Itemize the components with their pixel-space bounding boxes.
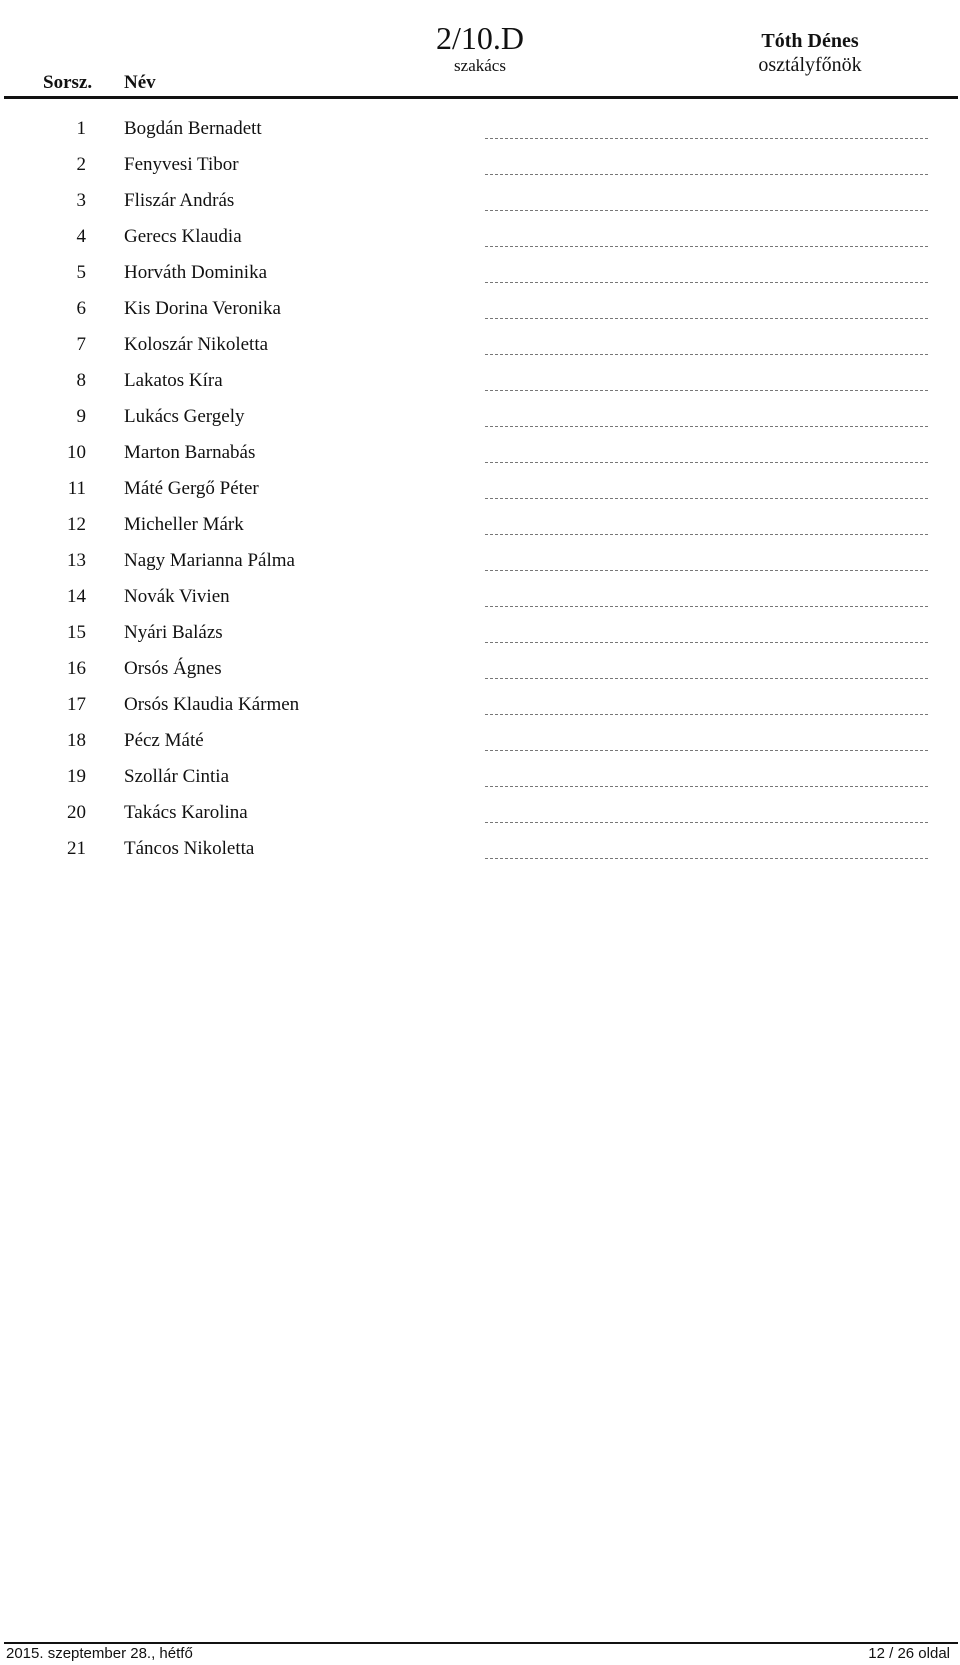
signature-line (485, 534, 928, 535)
student-number: 14 (67, 586, 86, 607)
student-number: 11 (67, 478, 86, 499)
class-field: szakács (454, 56, 506, 75)
student-row (0, 580, 960, 616)
student-number: 4 (76, 226, 86, 247)
student-number: 9 (76, 406, 86, 427)
student-name: Micheller Márk (124, 514, 244, 535)
student-row (0, 292, 960, 328)
student-number: 13 (67, 550, 86, 571)
signature-line (485, 426, 928, 427)
footer-page-number: 12 / 26 oldal (868, 1645, 950, 1662)
student-name: Nyári Balázs (124, 622, 223, 643)
student-name: Takács Karolina (124, 802, 248, 823)
student-name: Nagy Marianna Pálma (124, 550, 295, 571)
student-name: Lakatos Kíra (124, 370, 223, 391)
student-row (0, 400, 960, 436)
student-name: Lukács Gergely (124, 406, 245, 427)
signature-line (485, 642, 928, 643)
student-number: 3 (76, 190, 86, 211)
signature-line (485, 282, 928, 283)
signature-line (485, 246, 928, 247)
student-name: Szollár Cintia (124, 766, 230, 787)
student-row (0, 832, 960, 868)
student-number: 21 (67, 838, 86, 859)
student-name: Orsós Ágnes (124, 658, 222, 679)
student-name: Novák Vivien (124, 586, 230, 607)
header-divider (4, 96, 958, 99)
student-number: 8 (76, 370, 86, 391)
student-name: Koloszár Nikoletta (124, 334, 269, 355)
signature-line (485, 498, 928, 499)
student-name: Kis Dorina Veronika (124, 298, 281, 319)
student-row (0, 652, 960, 688)
student-number: 19 (67, 766, 86, 787)
student-number: 1 (76, 118, 86, 139)
signature-line (485, 174, 928, 175)
student-number: 18 (67, 730, 86, 751)
footer-date: 2015. szeptember 28., hétfő (6, 1645, 193, 1662)
student-number: 2 (76, 154, 86, 175)
signature-line (485, 750, 928, 751)
signature-line (485, 678, 928, 679)
student-number: 15 (67, 622, 86, 643)
student-row (0, 796, 960, 832)
student-row (0, 112, 960, 148)
student-row (0, 688, 960, 724)
signature-line (485, 714, 928, 715)
student-row (0, 220, 960, 256)
student-number: 5 (76, 262, 86, 283)
student-name: Bogdán Bernadett (124, 118, 262, 139)
student-row (0, 760, 960, 796)
student-name: Máté Gergő Péter (124, 478, 259, 499)
student-row (0, 148, 960, 184)
student-roster (0, 112, 960, 868)
student-number: 12 (67, 514, 86, 535)
column-header-number: Sorsz. (43, 72, 93, 93)
column-header-name: Név (124, 72, 156, 93)
student-row (0, 256, 960, 292)
student-row (0, 508, 960, 544)
student-name: Horváth Dominika (124, 262, 268, 283)
student-name: Orsós Klaudia Kármen (124, 694, 300, 715)
teacher-role: osztályfőnök (758, 54, 862, 76)
student-name: Pécz Máté (124, 730, 204, 751)
student-row (0, 472, 960, 508)
teacher-name: Tóth Dénes (761, 30, 859, 52)
signature-line (485, 390, 928, 391)
class-code: 2/10.D (436, 20, 524, 56)
signature-line (485, 858, 928, 859)
page-header (0, 0, 960, 100)
signature-line (485, 570, 928, 571)
signature-line (485, 822, 928, 823)
student-number: 10 (67, 442, 86, 463)
student-number: 17 (67, 694, 86, 715)
student-row (0, 724, 960, 760)
student-name: Fliszár András (124, 190, 235, 211)
footer-divider (4, 1642, 958, 1644)
student-row (0, 364, 960, 400)
student-row (0, 544, 960, 580)
signature-line (485, 786, 928, 787)
signature-line (485, 138, 928, 139)
student-row (0, 436, 960, 472)
signature-line (485, 318, 928, 319)
signature-line (485, 606, 928, 607)
student-name: Fenyvesi Tibor (124, 154, 239, 175)
student-number: 16 (67, 658, 86, 679)
signature-line (485, 210, 928, 211)
student-number: 6 (76, 298, 86, 319)
student-row (0, 328, 960, 364)
student-name: Táncos Nikoletta (124, 838, 255, 859)
student-row (0, 616, 960, 652)
signature-line (485, 354, 928, 355)
student-name: Gerecs Klaudia (124, 226, 242, 247)
student-row (0, 184, 960, 220)
student-number: 7 (76, 334, 86, 355)
student-number: 20 (67, 802, 86, 823)
signature-line (485, 462, 928, 463)
student-name: Marton Barnabás (124, 442, 256, 463)
